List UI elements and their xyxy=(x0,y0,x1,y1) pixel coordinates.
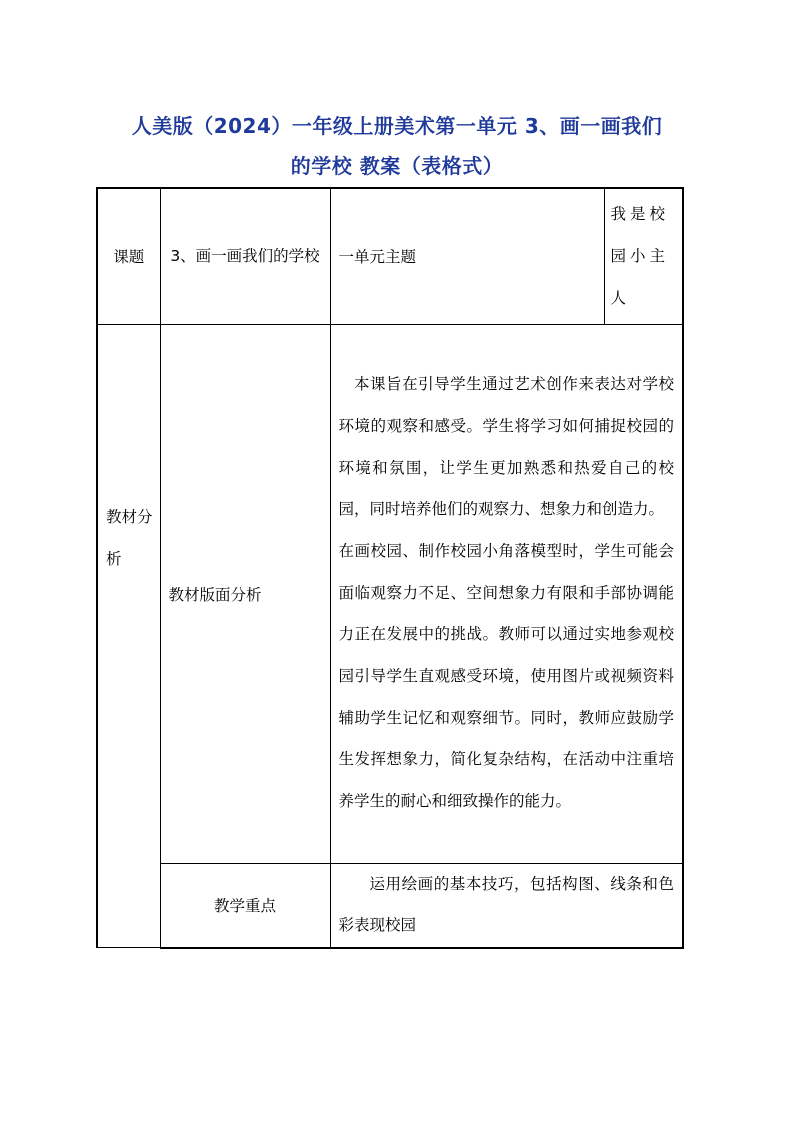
unit-label-cell xyxy=(330,188,604,324)
topic-label-cell xyxy=(97,188,160,324)
material-analysis-label: 教材分析 xyxy=(106,507,153,568)
lesson-title-cell xyxy=(160,188,330,324)
analysis-paragraph-1: 本课旨在引导学生通过艺术创作来表达对学校环境的观察和感受。学生将学习如何捕捉校园的环境和氛围，让学生更加熟悉和热爱自己的校园，同时培养他们的观察力、想象力和创造力。 xyxy=(338,375,674,519)
table-row-material-analysis xyxy=(97,324,683,863)
material-analysis-label-cell xyxy=(97,324,160,948)
layout-analysis-content-cell xyxy=(330,324,683,863)
teaching-focus-label-cell xyxy=(160,863,330,948)
lesson-plan-table xyxy=(96,187,684,949)
table-row-topic xyxy=(97,188,683,324)
document-title-line-1: 人美版（2024）一年级上册美术第一单元 3、画一画我们 xyxy=(131,114,663,138)
document-title-line-2: 的学校 教案（表格式） xyxy=(290,154,504,178)
lesson-title: 3、画一画我们的学校 xyxy=(170,247,320,266)
topic-label: 课题 xyxy=(113,248,145,267)
layout-analysis-label-cell xyxy=(160,324,330,863)
unit-theme-cell xyxy=(604,188,683,324)
unit-theme-value: 我是校园小主人 xyxy=(610,205,670,308)
layout-analysis-label: 教材版面分析 xyxy=(168,585,262,604)
analysis-paragraph-2: 在画校园、制作校园小角落模型时，学生可能会面临观察力不足、空间想象力有限和手部协调能力正在发展中的挑战。教师可以通过实地参观校园引导学生直观感受环境，使用图片或视频资料辅助学生记忆和观察细节。同时，教师应鼓励学生发挥想象力，简化复杂结构，在活动中注重培养学生的耐心和细致操作的能力。 xyxy=(338,541,674,811)
teaching-focus-content: 运用绘画的基本技巧，包括构图、线条和色彩表现校园 xyxy=(338,874,674,935)
teaching-focus-label: 教学重点 xyxy=(213,897,276,916)
teaching-focus-content-cell xyxy=(330,863,683,948)
unit-theme-label: 一单元主题 xyxy=(338,248,417,267)
table-row-teaching-focus xyxy=(97,863,683,948)
